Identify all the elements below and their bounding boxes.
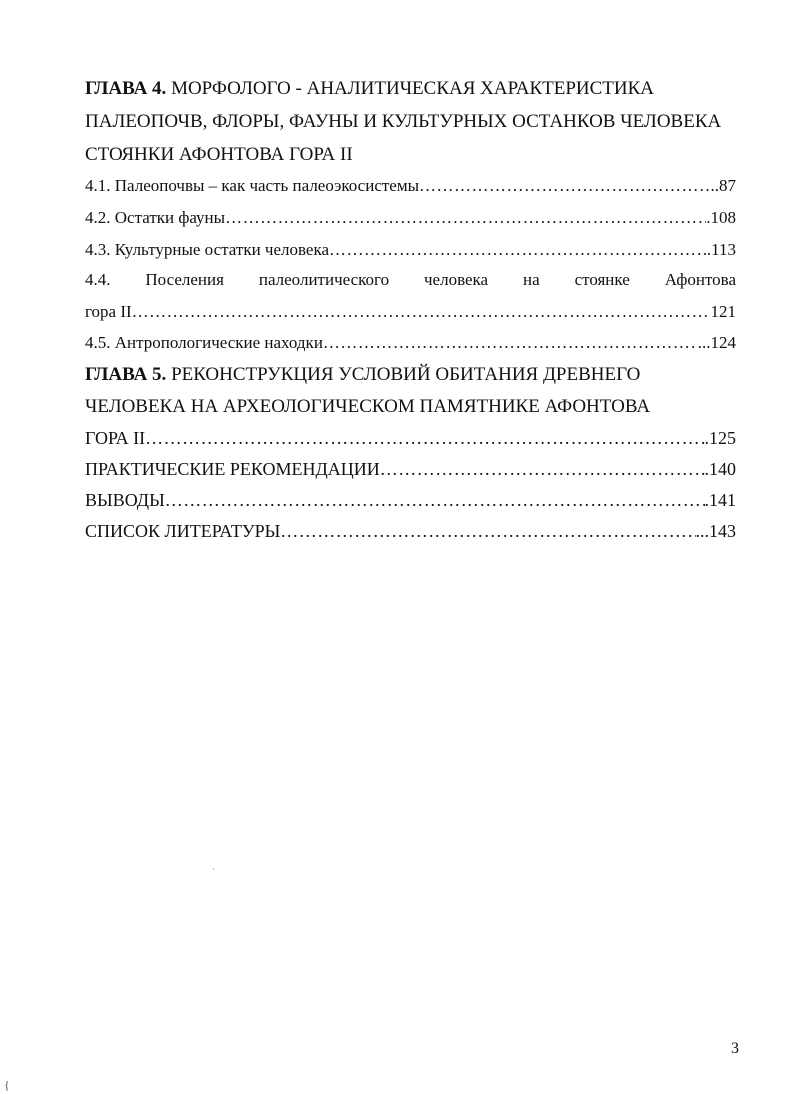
chapter5-title-line2: ЧЕЛОВЕКА НА АРХЕОЛОГИЧЕСКОМ ПАМЯТНИКЕ АФОНТОВА	[85, 396, 651, 417]
toc-entry-4-4-line1	[85, 270, 736, 290]
toc-entry-references	[85, 521, 736, 542]
toc-word: стоянке	[574, 270, 630, 289]
toc-entry-recommendations	[85, 459, 736, 480]
toc-entry-4-1	[85, 176, 736, 196]
toc-leader-dots	[280, 521, 695, 542]
chapter5-heading-line1	[85, 364, 640, 386]
toc-entry-4-2	[85, 208, 736, 228]
toc-entry-label: ГОРА II	[85, 428, 146, 448]
toc-leader-dots	[329, 240, 707, 260]
toc-word: на	[523, 270, 540, 289]
toc-leader-dots	[165, 490, 705, 511]
toc-entry-chapter5	[85, 428, 736, 449]
toc-leader-dots	[380, 459, 705, 480]
toc-entry-label: гора II	[85, 302, 132, 321]
toc-entry-label: СПИСОК ЛИТЕРАТУРЫ	[85, 521, 281, 541]
toc-entry-label: 4.3. Культурные остатки человека	[85, 240, 330, 259]
toc-leader-dots	[225, 208, 706, 228]
chapter4-title-line2: ПАЛЕОПОЧВ, ФЛОРЫ, ФАУНЫ И КУЛЬТУРНЫХ ОСТАНКОВ ЧЕЛОВЕКА	[85, 111, 722, 132]
toc-entry-page: .108	[706, 208, 736, 227]
toc-leader-dots	[145, 428, 704, 449]
toc-entry-page: ...124	[697, 333, 736, 352]
toc-entry-page: ...143	[695, 521, 736, 541]
chapter4-title-line1: МОРФОЛОГО - АНАЛИТИЧЕСКАЯ ХАРАКТЕРИСТИКА	[166, 78, 655, 99]
toc-entry-label: 4.2. Остатки фауны	[85, 208, 226, 227]
chapter4-prefix: ГЛАВА 4.	[85, 78, 167, 99]
toc-word: палеолитического	[258, 270, 390, 289]
chapter5-title-line1: РЕКОНСТРУКЦИЯ УСЛОВИЙ ОБИТАНИЯ ДРЕВНЕГО	[166, 364, 641, 385]
toc-leader-dots	[419, 176, 710, 196]
toc-entry-4-3	[85, 240, 736, 260]
chapter4-heading-line1	[85, 78, 654, 100]
toc-entry-conclusions	[85, 490, 736, 511]
toc-entry-label: ВЫВОДЫ	[85, 490, 165, 510]
toc-entry-page: .113	[706, 240, 736, 259]
toc-leader-dots	[323, 333, 698, 353]
toc-entry-page: ..87	[710, 176, 736, 195]
toc-word: человека	[423, 270, 489, 289]
chapter5-prefix: ГЛАВА 5.	[85, 364, 167, 385]
toc-entry-page: .125	[704, 428, 736, 448]
toc-word: Афонтова	[664, 270, 736, 289]
toc-entry-label: ПРАКТИЧЕСКИЕ РЕКОМЕНДАЦИИ	[85, 459, 380, 479]
toc-entry-4-5	[85, 333, 736, 353]
toc-entry-label: 4.5. Антропологические находки	[85, 333, 323, 352]
toc-entry-label: 4.1. Палеопочвы – как часть палеоэкосистемы	[85, 176, 420, 195]
scan-speck: `	[212, 868, 216, 879]
toc-word: Поселения	[145, 270, 224, 289]
toc-entry-page: .140	[704, 459, 736, 479]
toc-entry-4-4-line2	[85, 302, 736, 322]
chapter4-title-line3: СТОЯНКИ АФОНТОВА ГОРА II	[85, 144, 353, 165]
toc-entry-page: 121	[710, 302, 736, 321]
scan-edge-mark: {	[4, 1078, 10, 1092]
toc-word: 4.4.	[85, 270, 111, 289]
page-number: 3	[731, 1040, 739, 1057]
toc-leader-dots	[132, 302, 711, 322]
toc-entry-page: .141	[704, 490, 736, 510]
